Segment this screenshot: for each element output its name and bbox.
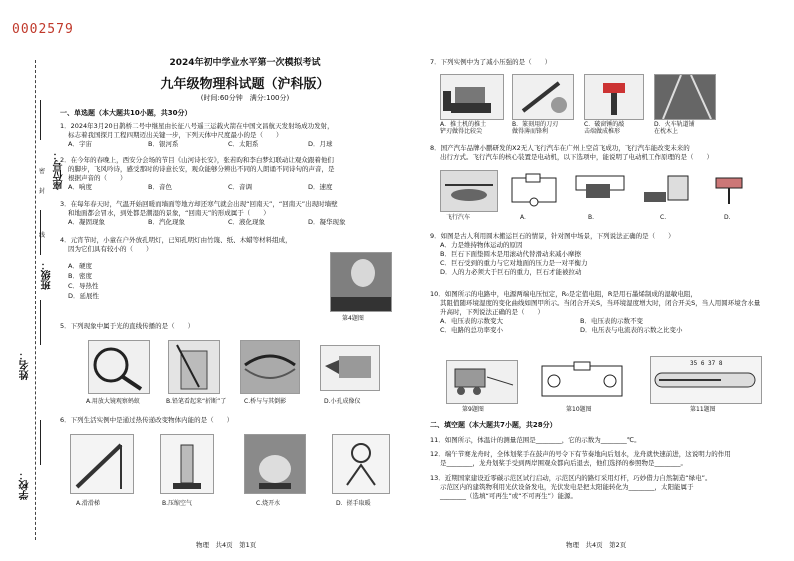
circuit-c-diagram xyxy=(638,170,694,210)
humidity-circuit-diagram xyxy=(532,360,632,402)
q4-opt-c: C．导热性 xyxy=(68,282,99,290)
stone-icon xyxy=(447,361,517,403)
seal-char: 线 xyxy=(38,232,45,239)
q10-opt-b: B．电压表的示数不变 xyxy=(580,317,643,325)
q8-caption-b: B. xyxy=(588,214,595,221)
slide-photo xyxy=(70,434,134,494)
bridge-reflection-photo xyxy=(240,340,300,394)
pinhole-camera-photo xyxy=(320,345,380,391)
bulldozer-photo xyxy=(440,74,504,120)
bridge-icon xyxy=(241,341,299,393)
school-blank xyxy=(40,420,41,465)
q11-figure-caption: 第11题图 xyxy=(690,406,716,413)
seat-label: 座位号： xyxy=(54,150,65,190)
left-page-footer: 物理 共4页 第1页 xyxy=(196,541,257,549)
meter-icon xyxy=(638,170,694,210)
railway-photo xyxy=(654,74,716,120)
magnifier-icon xyxy=(89,341,149,393)
q6-caption-a: A.滑滑梯 xyxy=(76,500,100,507)
q8-caption-car: 飞行汽车 xyxy=(446,214,471,221)
flying-car-photo xyxy=(440,170,498,212)
q10-opt-c: C．电路的总功率变小 xyxy=(440,326,504,334)
rub-hands-photo xyxy=(332,434,390,494)
carving-knife-photo xyxy=(512,74,574,120)
kettle-photo xyxy=(244,434,306,494)
q4-opt-d: D．延展性 xyxy=(68,292,100,300)
section-single-choice: 一、单选题（本大题共10小题，共30分） xyxy=(60,109,192,117)
q6-caption-d: D．搓手取暖 xyxy=(336,500,371,507)
section-fill-blank: 二、填空题（本大题共7小题，共28分） xyxy=(430,421,557,429)
q2-opt-c: C．音调 xyxy=(228,183,253,191)
q2-options xyxy=(60,183,410,192)
q2-opt-a: A．响度 xyxy=(68,183,92,191)
q6: 6．下列生活实例中是通过热传递改变物体内能的是（ ） xyxy=(60,416,234,424)
right-page-footer: 物理 共4页 第2页 xyxy=(566,541,627,549)
lantern-icon xyxy=(331,253,391,311)
circuit-a-icon xyxy=(506,170,562,210)
q4-figure-caption: 第4题图 xyxy=(342,315,364,322)
q1: 1．2024年3月20日鹊桥二号中继星由长征八号遥三运载火箭在中国文昌航天发射场成功发射， 标志着我国探月工程四期迈出关键一步，下列天体中尺度最小的是（ ） A．宇宙 B．银河系 C．太阳系 D．月球 xyxy=(60,122,410,149)
class-label: 班级： xyxy=(42,260,53,290)
pencil-water-photo xyxy=(168,340,220,394)
q9-opt-c: C．巨石受到的重力与它对地面的压力是一对平衡力 xyxy=(440,259,588,267)
q10-options-row2 xyxy=(430,326,785,335)
school-label: 学校： xyxy=(20,470,31,500)
q10-opt-a: A．电压表的示数变大 xyxy=(440,317,503,325)
q8-caption-d: D. xyxy=(724,214,731,221)
q7-caption-c: C．破窗锤的敲 击端做成椎形 xyxy=(584,121,625,135)
hands-icon xyxy=(333,435,389,493)
kettle-icon xyxy=(245,435,305,493)
q1-options xyxy=(60,140,410,149)
q1-opt-d: D．月球 xyxy=(308,140,333,148)
window-hammer-photo xyxy=(584,74,644,120)
coil-icon xyxy=(704,170,754,210)
q5-caption-b: B.铅笔看起来“折断”了 xyxy=(166,398,227,405)
q4: 4．元宵节时，小童在户外放孔明灯，已知孔明灯由竹篾、纸、木蜡等材料组成， 因为它们具有较小的（ ） A．硬度 B．密度 C．导热性 D．延展性 xyxy=(60,236,350,301)
q6-caption-b: B.压缩空气 xyxy=(162,500,193,507)
hammer-icon xyxy=(585,75,643,119)
stone-moving-picture xyxy=(446,360,518,404)
q1-opt-b: B．银河系 xyxy=(148,140,179,148)
q9: 9．如图是古人利用圆木搬运巨石的情景，针对图中场景，下列说法正确的是（ ） A．力是维持物体运动的原因 B．巨石下面垫圆木是用滚动代替滑动来减小摩擦 C．巨石受到的重力与它对地面的压力是一对平衡力 D．人的力必须大于巨石的重力，巨石才能被拉动 xyxy=(430,232,780,277)
q9-opt-d: D．人的力必须大于巨石的重力，巨石才能被拉动 xyxy=(440,268,582,276)
q7: 7．下列实例中为了减小压强的是（ ） xyxy=(430,58,552,66)
exam-title: 2024年初中学业水平第一次模拟考试 xyxy=(169,58,321,68)
q8-caption-c: C. xyxy=(660,214,667,221)
q10-opt-d: D．电压表与电流表的示数之比变小 xyxy=(580,326,683,334)
q5-caption-c: C.桥与与其倒影 xyxy=(244,398,287,405)
seal-char: 封 xyxy=(38,188,45,195)
q5: 5．下列现象中属于光的直线传播的是（ ） xyxy=(60,322,195,330)
q3-opt-b: B．汽化现象 xyxy=(148,218,185,226)
q4-opt-a: A．硬度 xyxy=(68,262,92,270)
name-blank xyxy=(40,300,41,345)
q11: 11．如图所示，体温计的测量范围是________，它的示数为________℃。 xyxy=(430,436,641,444)
q7-caption-d: D．火车轨道铺 在枕木上 xyxy=(654,121,695,135)
q2-opt-b: B．音色 xyxy=(148,183,172,191)
circuit-icon xyxy=(532,360,632,402)
seat-blank xyxy=(40,100,41,140)
q9-opt-a: A．力是维持物体运动的原因 xyxy=(440,241,523,249)
pinhole-icon xyxy=(321,346,379,390)
q6-caption-c: C.烧开水 xyxy=(256,500,281,507)
exam-info: (时间:60分钟 满分:100分) xyxy=(200,94,290,102)
exam-subtitle: 九年级物理科试题（沪科版） xyxy=(160,77,330,92)
flying-car-icon xyxy=(441,171,497,211)
bulldozer-icon xyxy=(441,75,503,119)
q7-caption-b: B．篆刻用的刀刃 做得薄而锋利 xyxy=(512,121,559,135)
q5-caption-d: D.小孔成像仪 xyxy=(324,398,361,405)
slide-icon xyxy=(71,435,133,493)
rail-icon xyxy=(655,75,715,119)
q3: 3．在每年春天时，气温开始回暖而墙面等地方却还寒气就会出现“回南天”，“回南天”出现时墙壁 和地面都会冒水，到处都是潮湿的景象，“回南天”的形成属于（ ） A．凝固现象 B．汽化现象 C．液化现象 D．凝华现象 xyxy=(60,200,410,227)
q12: 12．端午节赛龙舟时，全体划桨手在鼓声的号令下有节奏地向后划水，龙舟就快速前进，这说明力的作用 是________，龙舟划桨手受到两岸围观众都向后退去，他们选择的参照物是________。 xyxy=(430,450,731,467)
lantern-photo xyxy=(330,252,392,312)
q8-caption-a: A. xyxy=(520,214,526,221)
q7-caption-a: A．推土机的推土 铲刃做得比较尖 xyxy=(440,121,487,135)
q9-opt-b: B．巨石下面垫圆木是用滚动代替滑动来减小摩擦 xyxy=(440,250,581,258)
thermometer-scale: 35 6 37 8 xyxy=(690,360,723,367)
q3-opt-d: D．凝华现象 xyxy=(308,218,346,226)
q8: 8．国产汽车品牌小鹏研发的X2无人飞行汽车在广州上空首飞成功，飞行汽车能改变未来的 出行方式。飞行汽车的核心装置是电动机，以下选项中，能说明了电动机工作原理的是（ ） xyxy=(430,144,713,161)
piston-icon xyxy=(161,435,213,493)
q10-options-row1 xyxy=(430,317,785,326)
name-label: 姓名： xyxy=(20,350,31,380)
knife-icon xyxy=(513,75,573,119)
q3-opt-c: C．液化现象 xyxy=(228,218,266,226)
compress-air-photo xyxy=(160,434,214,494)
q13: 13．近期国家建设近零碳示范区试行启动，示范区内的路灯采用灯杆，巧妙借力自然制造“绿电”。 示范区内的建筑物利用光伏设备发电，光伏发电是把太阳能转化为________，太阳能属于 ________（选填“可再生”或“不可再生”）能源。 xyxy=(430,474,712,500)
q10: 10．如图所示的电路中，电源两端电压恒定，R₀是定值电阻，R是用石墨烯制成的湿敏电阻， 其阻值随环境湿度的变化曲线如图甲所示。当闭合开关S，当环境湿度增大时，闭合开关S，当人用圆环境含水量 升高时，下列说法正确的是（ ） A．电压表的示数变大 B．电压表的示数不变 C．电路的总功率变小 D．电压表与电流表的示数之比变小 xyxy=(430,290,785,335)
q1-opt-c: C．太阳系 xyxy=(228,140,259,148)
magnifier-ant-photo xyxy=(88,340,150,394)
q3-opt-a: A．凝固现象 xyxy=(68,218,105,226)
circuit-b-icon xyxy=(572,170,628,210)
q5-caption-a: A.用放大镜观察蚂蚁 xyxy=(86,398,140,405)
circuit-b-diagram xyxy=(572,170,628,210)
circuit-d-diagram xyxy=(704,170,754,210)
glass-icon xyxy=(169,341,219,393)
q4-opt-b: B．密度 xyxy=(68,272,92,280)
serial-number: 0002579 xyxy=(12,22,74,37)
q10-figure-caption: 第10题图 xyxy=(566,406,592,413)
circuit-a-diagram xyxy=(506,170,562,210)
q3-options xyxy=(60,218,410,227)
seal-text: 密 xyxy=(38,168,45,175)
q2: 2．在今年的春晚上，西安分会场的节目《山河诗长安》，张若昀和李白梦幻联动让观众跟着他们 的脚步，飞风吟诗，感受那时的诗意长安，观众能够分辨出不同的人朗诵不同诗句的声音，是 根据声音的（ ） A．响度 B．音色 C．音调 D．速度 xyxy=(60,156,410,192)
q9-figure-caption: 第9题图 xyxy=(462,406,484,413)
fold-line xyxy=(35,60,37,540)
q1-opt-a: A．宇宙 xyxy=(68,140,92,148)
q2-opt-d: D．速度 xyxy=(308,183,333,191)
